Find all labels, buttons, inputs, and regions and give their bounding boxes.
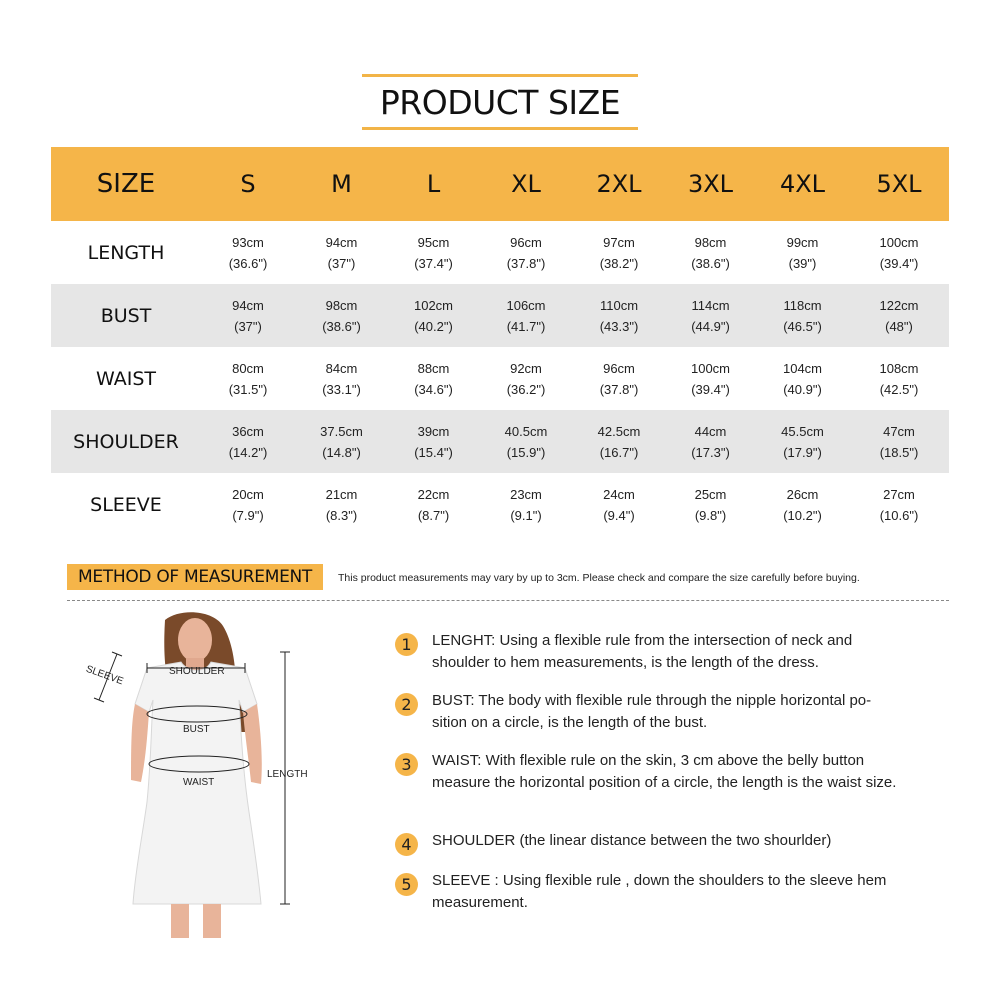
- cell-inch-value: (16.7"): [599, 444, 639, 460]
- table-cell: [479, 221, 573, 284]
- table-cell: [849, 284, 949, 347]
- cell-inch-value: (37.8"): [599, 381, 639, 397]
- table-cell: [849, 410, 949, 473]
- table-cell: [756, 473, 849, 536]
- table-row-shoulder: [51, 410, 949, 473]
- step-item-shoulder: [395, 830, 902, 856]
- table-cell: [573, 284, 665, 347]
- table-cell: [388, 221, 479, 284]
- table-cell: [388, 410, 479, 473]
- table-cell: [201, 473, 295, 536]
- header-size-xl: XL: [511, 170, 541, 198]
- cell-cm-value: 21cm: [325, 486, 358, 502]
- cell-inch-value: (9.8"): [694, 507, 727, 523]
- table-header-row: [51, 147, 949, 221]
- face-shape: [178, 618, 212, 662]
- cell-inch-value: (17.9"): [783, 444, 822, 460]
- cell-inch-value: (14.2"): [228, 444, 268, 460]
- cell-inch-value: (38.2"): [599, 255, 639, 271]
- row-label: WAIST: [95, 367, 156, 390]
- step-text: LENGHT: Using a flexible rule from the intersection of neck and shoulder to hem measurements, is the length of the dress.: [432, 632, 853, 671]
- table-cell: [849, 347, 949, 410]
- method-note: This product measurements may vary by up to 3cm. Please check and compare the size carefully before buying.: [338, 572, 860, 584]
- cell-cm-value: 25cm: [694, 486, 727, 502]
- table-cell: [295, 473, 388, 536]
- cell-inch-value: (48"): [885, 318, 913, 334]
- method-heading: METHOD OF MEASUREMENT: [67, 564, 323, 590]
- title-banner: [362, 74, 638, 130]
- cell-cm-value: 20cm: [232, 486, 264, 502]
- table-cell: [295, 221, 388, 284]
- page-title: PRODUCT SIZE: [379, 82, 621, 122]
- row-label: LENGTH: [87, 241, 165, 264]
- row-label: SHOULDER: [73, 430, 179, 453]
- cell-cm-value: 114cm: [691, 297, 730, 313]
- dashed-divider: [67, 600, 949, 601]
- cell-inch-value: (8.7"): [417, 507, 450, 523]
- cell-inch-value: (15.9"): [506, 444, 546, 460]
- header-size-4xl: 4XL: [779, 170, 826, 198]
- table-cell: [756, 410, 849, 473]
- header-size-m: M: [331, 170, 352, 198]
- header-size-l: L: [426, 170, 441, 198]
- step-text: SHOULDER (the linear distance between the two shourlder): [432, 832, 832, 849]
- cell-cm-value: 39cm: [417, 423, 450, 439]
- cell-cm-value: 102cm: [413, 297, 454, 313]
- figure-label-length: LENGTH: [267, 769, 308, 780]
- table-cell: [665, 473, 756, 536]
- table-cell: [573, 347, 665, 410]
- step-item-bust: [395, 690, 902, 734]
- figure-label-sleeve: SLEEVE: [84, 663, 125, 688]
- cell-cm-value: 80cm: [232, 360, 264, 376]
- header-size-3xl: 3XL: [687, 170, 734, 198]
- table-cell: [295, 347, 388, 410]
- row-label: BUST: [100, 304, 152, 327]
- table-cell: [201, 284, 295, 347]
- step-number-badge: 3: [395, 753, 418, 776]
- table-cell: [201, 410, 295, 473]
- cell-cm-value: 93cm: [232, 234, 264, 250]
- cell-inch-value: (44.9"): [691, 318, 730, 334]
- cell-cm-value: 88cm: [417, 360, 450, 376]
- step-item-waist: [395, 750, 902, 794]
- left-leg-shape: [171, 904, 189, 938]
- header-size-s: S: [240, 170, 256, 198]
- cell-inch-value: (34.6"): [414, 381, 453, 397]
- table-row-waist: [51, 347, 949, 410]
- table-cell: [665, 347, 756, 410]
- cell-inch-value: (10.2"): [783, 507, 822, 523]
- step-text: WAIST: With flexible rule on the skin, 3 cm above the belly button measure the horizontal position of a circle, the length is the waist size.: [432, 752, 897, 791]
- figure-label-shoulder: SHOULDER: [169, 666, 225, 677]
- dress-measurement-figure: [85, 612, 325, 942]
- left-arm-shape: [131, 704, 149, 782]
- table-cell: [849, 221, 949, 284]
- table-row-bust: [51, 284, 949, 347]
- table-cell: [388, 473, 479, 536]
- cell-cm-value: 23cm: [510, 486, 542, 502]
- figure-label-bust: BUST: [183, 724, 210, 735]
- cell-cm-value: 98cm: [694, 234, 727, 250]
- table-cell: [201, 347, 295, 410]
- figure-label-waist: WAIST: [183, 777, 215, 788]
- step-item-length: [395, 630, 902, 674]
- cell-inch-value: (37.8"): [506, 255, 546, 271]
- cell-cm-value: 26cm: [786, 486, 819, 502]
- step-text: BUST: The body with flexible rule through the nipple horizontal po-sition on a circle, is the length of the bust.: [432, 692, 872, 731]
- step-number-badge: 1: [395, 633, 418, 656]
- cell-inch-value: (40.9"): [783, 381, 822, 397]
- cell-cm-value: 94cm: [232, 297, 264, 313]
- cell-cm-value: 104cm: [782, 360, 823, 376]
- cell-inch-value: (36.2"): [506, 381, 546, 397]
- cell-inch-value: (8.3"): [325, 507, 358, 523]
- step-number-badge: 4: [395, 833, 418, 856]
- cell-cm-value: 95cm: [417, 234, 450, 250]
- cell-inch-value: (41.7"): [506, 318, 546, 334]
- cell-cm-value: 45.5cm: [781, 423, 824, 439]
- header-size-label: SIZE: [96, 169, 156, 199]
- table-cell: [756, 284, 849, 347]
- cell-inch-value: (31.5"): [228, 381, 268, 397]
- cell-inch-value: (14.8"): [322, 444, 361, 460]
- cell-inch-value: (37.4"): [414, 255, 453, 271]
- table-cell: [665, 410, 756, 473]
- table-row-length: [51, 221, 949, 284]
- sleeve-tick-top: [112, 652, 122, 656]
- table-cell: [849, 473, 949, 536]
- cell-inch-value: (38.6"): [322, 318, 361, 334]
- cell-cm-value: 98cm: [325, 297, 358, 313]
- size-chart-table: [51, 147, 949, 536]
- table-cell: [479, 284, 573, 347]
- step-text: SLEEVE : Using flexible rule , down the shoulders to the sleeve hem measurement.: [432, 872, 887, 911]
- table-cell: [665, 221, 756, 284]
- cell-cm-value: 92cm: [510, 360, 542, 376]
- table-cell: [756, 347, 849, 410]
- cell-cm-value: 42.5cm: [597, 423, 641, 439]
- table-cell: [479, 410, 573, 473]
- cell-inch-value: (46.5"): [783, 318, 822, 334]
- step-number-badge: 2: [395, 693, 418, 716]
- cell-cm-value: 100cm: [879, 234, 919, 250]
- cell-inch-value: (33.1"): [322, 381, 361, 397]
- cell-cm-value: 106cm: [506, 297, 546, 313]
- cell-cm-value: 122cm: [879, 297, 919, 313]
- cell-cm-value: 96cm: [603, 360, 635, 376]
- table-cell: [388, 284, 479, 347]
- step-number-badge: 5: [395, 873, 418, 896]
- cell-cm-value: 99cm: [786, 234, 819, 250]
- cell-inch-value: (9.1"): [510, 507, 542, 523]
- cell-inch-value: (9.4"): [603, 507, 635, 523]
- cell-cm-value: 36cm: [232, 423, 264, 439]
- table-cell: [479, 473, 573, 536]
- table-cell: [573, 410, 665, 473]
- header-size-2xl: 2XL: [596, 170, 642, 198]
- table-cell: [573, 221, 665, 284]
- cell-cm-value: 84cm: [325, 360, 358, 376]
- row-label: SLEEVE: [90, 493, 162, 516]
- cell-cm-value: 44cm: [694, 423, 727, 439]
- table-cell: [665, 284, 756, 347]
- table-cell: [573, 473, 665, 536]
- cell-inch-value: (10.6"): [879, 507, 919, 523]
- cell-inch-value: (42.5"): [879, 381, 919, 397]
- cell-cm-value: 27cm: [883, 486, 915, 502]
- cell-cm-value: 100cm: [690, 360, 731, 376]
- cell-cm-value: 37.5cm: [320, 423, 363, 439]
- cell-inch-value: (15.4"): [414, 444, 453, 460]
- cell-inch-value: (36.6"): [228, 255, 268, 271]
- table-cell: [756, 221, 849, 284]
- cell-cm-value: 108cm: [879, 360, 919, 376]
- cell-cm-value: 24cm: [603, 486, 635, 502]
- cell-inch-value: (17.3"): [691, 444, 730, 460]
- cell-inch-value: (38.6"): [691, 255, 730, 271]
- cell-cm-value: 96cm: [510, 234, 542, 250]
- table-cell: [388, 347, 479, 410]
- cell-inch-value: (7.9"): [232, 507, 264, 523]
- cell-inch-value: (18.5"): [879, 444, 919, 460]
- step-item-sleeve: [395, 870, 902, 914]
- sleeve-tick-bottom: [94, 698, 104, 702]
- cell-cm-value: 118cm: [783, 297, 822, 313]
- header-size-5xl: 5XL: [876, 170, 922, 198]
- cell-cm-value: 97cm: [603, 234, 635, 250]
- right-leg-shape: [203, 904, 221, 938]
- table-cell: [201, 221, 295, 284]
- cell-cm-value: 22cm: [417, 486, 450, 502]
- cell-cm-value: 94cm: [325, 234, 358, 250]
- table-cell: [479, 347, 573, 410]
- table-row-sleeve: [51, 473, 949, 536]
- cell-inch-value: (39.4"): [691, 381, 730, 397]
- cell-inch-value: (40.2"): [414, 318, 453, 334]
- cell-inch-value: (37"): [327, 255, 356, 271]
- table-cell: [295, 410, 388, 473]
- table-cell: [295, 284, 388, 347]
- cell-cm-value: 40.5cm: [504, 423, 548, 439]
- cell-inch-value: (43.3"): [599, 318, 639, 334]
- cell-inch-value: (37"): [234, 318, 262, 334]
- cell-cm-value: 110cm: [599, 297, 639, 313]
- cell-inch-value: (39.4"): [879, 255, 919, 271]
- cell-cm-value: 47cm: [883, 423, 915, 439]
- cell-inch-value: (39"): [788, 255, 817, 271]
